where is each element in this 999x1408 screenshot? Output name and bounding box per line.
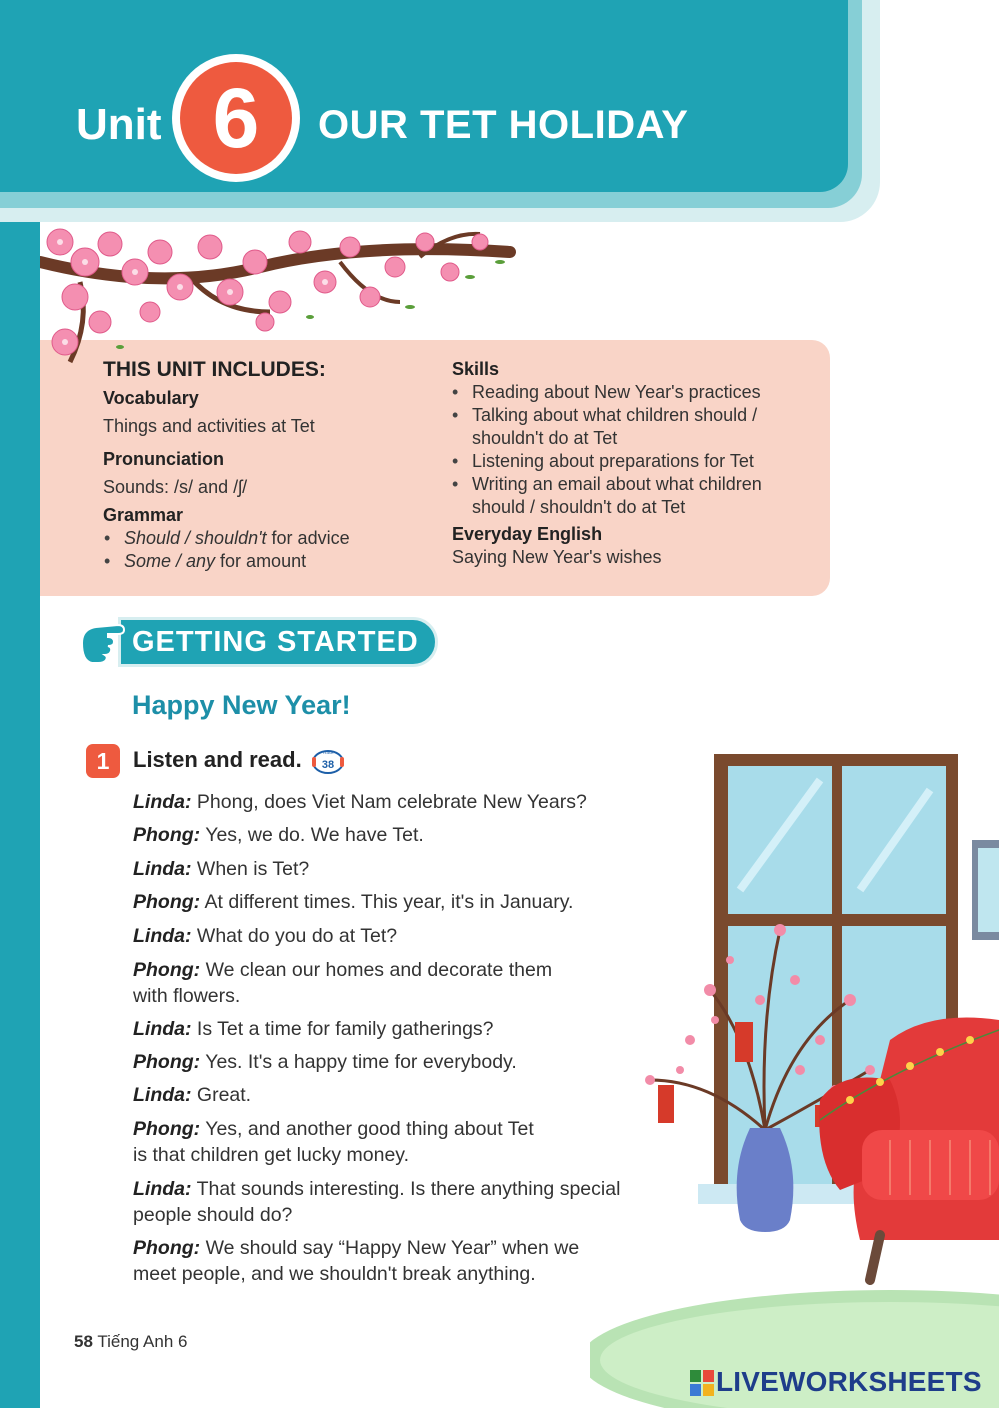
pronunciation-label: Pronunciation: [103, 449, 224, 469]
skills-item-cont: should / shouldn't do at Tet: [472, 497, 686, 517]
pointing-hand-icon: [78, 619, 128, 667]
dialogue-line: Phong: We should say “Happy New Year” when we meet people, and we shouldn't break anything.: [133, 1237, 580, 1285]
skills-item: • Reading about New Year's practices: [472, 382, 761, 403]
skills-label: Skills: [452, 359, 500, 379]
skills-item-cont: shouldn't do at Tet: [472, 428, 618, 448]
dialogue-line: Phong: We clean our homes and decorate them with flowers.: [133, 959, 553, 1007]
unit-label: Unit: [76, 100, 162, 149]
dialogue-line: Phong: At different times. This year, it's in January.: [133, 891, 574, 913]
unit-number-badge: [172, 54, 300, 182]
skills-item: • Listening about preparations for Tet: [472, 451, 754, 472]
grammar-item: • Should / shouldn't for advice: [124, 528, 350, 549]
vocabulary-label: Vocabulary: [103, 388, 199, 408]
header-band: [0, 0, 848, 192]
left-stripe: [0, 222, 40, 1408]
grammar-label: Grammar: [103, 505, 184, 525]
vocabulary-text: Things and activities at Tet: [103, 416, 315, 436]
grammar-item: • Some / any for amount: [124, 551, 306, 572]
audio-track-label: Track: [322, 750, 334, 755]
skills-item: • Writing an email about what children: [472, 474, 762, 495]
lesson-title: Happy New Year!: [132, 690, 351, 720]
everyday-english-label: Everyday English: [452, 524, 603, 544]
exercise-number: 1: [86, 744, 120, 778]
unit-number: 6: [180, 62, 292, 174]
unit-title: OUR TET HOLIDAY: [318, 103, 689, 147]
dialogue-line: Linda: Phong, does Viet Nam celebrate New Years?: [133, 791, 587, 813]
liveworksheets-logo-icon: [690, 1370, 714, 1396]
skills-item: • Talking about what children should /: [472, 405, 757, 426]
everyday-english-text: Saying New Year's wishes: [452, 547, 662, 567]
dialogue-line: Linda: That sounds interesting. Is there anything special people should do?: [133, 1178, 621, 1226]
dialogue-line: Linda: Great.: [133, 1084, 252, 1106]
dialogue-line: Linda: When is Tet?: [133, 858, 310, 880]
dialogue-line: Linda: Is Tet a time for family gatherings?: [133, 1018, 494, 1040]
includes-heading: THIS UNIT INCLUDES:: [103, 358, 326, 381]
liveworksheets-watermark: LIVEWORKSHEETS: [716, 1366, 982, 1397]
dialogue-line: Phong: Yes, we do. We have Tet.: [133, 824, 424, 846]
dialogue-line: Phong: Yes. It's a happy time for everybody.: [133, 1051, 517, 1073]
pronunciation-text: Sounds: /s/ and /ʃ/: [103, 477, 248, 497]
audio-track-icon[interactable]: [312, 748, 344, 774]
dialogue-line: Phong: Yes, and another good thing about Tet is that children get lucky money.: [133, 1118, 534, 1166]
dialogue-line: Linda: What do you do at Tet?: [133, 925, 398, 947]
page-footer: 58 Tiếng Anh 6: [74, 1332, 188, 1351]
getting-started-title: GETTING STARTED: [132, 626, 419, 658]
audio-track-number: 38: [321, 759, 335, 771]
tet-living-room-illustration: [590, 740, 999, 1408]
exercise-instruction: Listen and read.: [133, 747, 302, 772]
